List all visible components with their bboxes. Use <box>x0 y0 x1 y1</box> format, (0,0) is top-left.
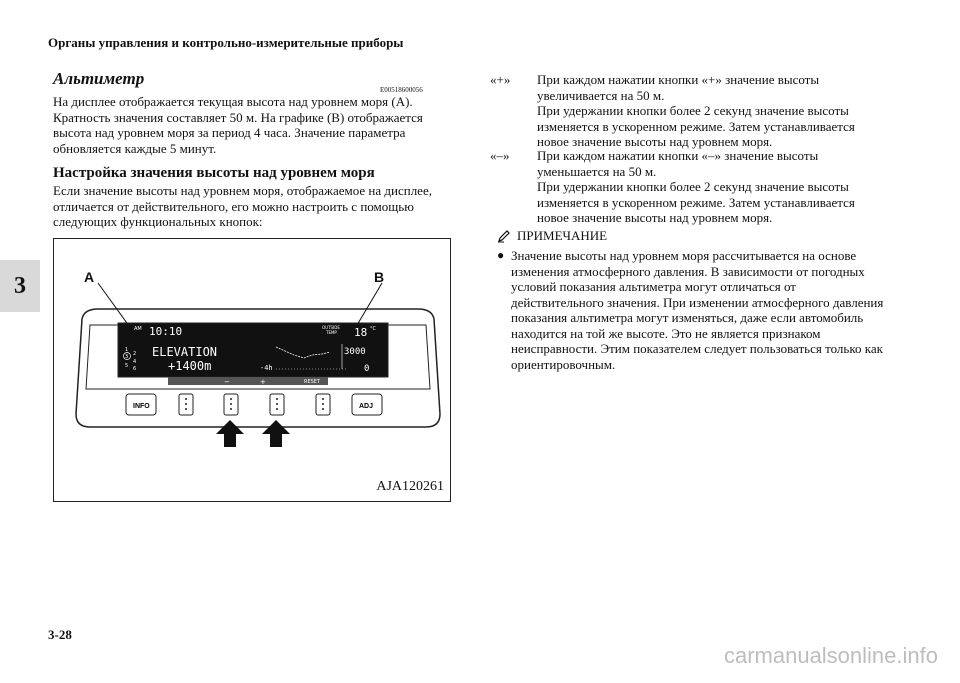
temp-value: 18 <box>354 326 368 339</box>
definition-key: «+» <box>490 72 511 87</box>
graph-time-label: -4h <box>260 364 273 372</box>
arrow-up-icon <box>262 420 290 447</box>
definition-line: новое значение высоты над уровнем моря. <box>537 210 773 225</box>
info-button-label: INFO <box>133 403 150 410</box>
minus-soft-key: − <box>224 378 230 386</box>
note-heading <box>497 228 607 244</box>
definition-line: При удержании кнопки более 2 секунд значение высоты <box>537 179 849 194</box>
elevation-value: +1400m <box>168 359 212 373</box>
running-header: Органы управления и контрольно-измерительные приборы <box>48 35 404 50</box>
note-text: Значение высоты над уровнем моря рассчитывается на основе изменения атмосферного давления. В зависимости от погодных условий показания альтиметра могут отличаться от действительного значения. При изменении атмосферного давления показания альтиметра могут изменяться, даже если автомобиль находится на той же высоте. Это не является признаком неисправности. Этим показателем следует пользоваться только как ориентировочным. <box>511 248 884 372</box>
chapter-tab: 3 <box>0 260 40 312</box>
arrow-up-icon <box>216 420 244 447</box>
definition-line: уменьшается на 50 м. <box>537 163 657 179</box>
scale-num: 3 <box>125 354 129 360</box>
definition-line: изменяется в ускоренном режиме. Затем устанавливается <box>537 194 855 210</box>
definition-body <box>537 148 917 226</box>
graph-max-label: 3000 <box>344 347 366 357</box>
pencil-note-icon <box>497 229 511 243</box>
page-number: 3-28 <box>48 627 72 642</box>
reset-soft-key: RESET <box>304 379 321 385</box>
dashboard-illustration <box>54 239 450 501</box>
scale-num: 1 <box>125 347 129 353</box>
am-indicator: AM <box>134 326 142 332</box>
note-title: ПРИМЕЧАНИЕ <box>517 228 608 243</box>
altimeter-figure <box>53 238 451 502</box>
clock-display: 10:10 <box>149 325 183 338</box>
subheading: Настройка значения высоты над уровнем моря <box>53 165 375 181</box>
temp-label: TEMP <box>326 330 337 335</box>
section-code: E00518600056 <box>380 86 423 94</box>
adj-button-label: ADJ <box>359 403 374 410</box>
section-title: Альтиметр <box>53 69 145 88</box>
elevation-label: ELEVATION <box>152 345 218 359</box>
outside-label: OUTSIDE <box>322 325 340 330</box>
definition-line: При каждом нажатии кнопки «–» значение высоты <box>537 148 819 163</box>
definition-key: «–» <box>490 148 510 163</box>
definition-line: При каждом нажатии кнопки «+» значение высоты <box>537 72 820 87</box>
intro-paragraph: На дисплее отображается текущая высота над уровнем моря (A). Кратность значения составляет 50 м. На графике (B) отображается высота над уровнем моря за период 4 часа. Значение параметра обновляется каждые 5 минут. <box>53 94 423 156</box>
scale-num: 6 <box>133 366 137 372</box>
callout-b: B <box>374 269 385 285</box>
scale-num: 4 <box>133 359 137 365</box>
definition-line: изменяется в ускоренном режиме. Затем устанавливается <box>537 118 855 134</box>
plus-soft-key: + <box>260 378 266 386</box>
definition-body <box>537 72 917 150</box>
definition-line: увеличивается на 50 м. <box>537 87 665 103</box>
scale-num: 2 <box>133 351 137 357</box>
bullet-icon: ● <box>497 248 505 262</box>
definition-line: При удержании кнопки более 2 секунд значение высоты <box>537 103 849 118</box>
figure-code: AJA120261 <box>376 479 444 494</box>
temp-unit: °C <box>370 326 376 332</box>
scale-num: 5 <box>125 363 129 369</box>
graph-min-label: 0 <box>364 364 370 374</box>
subheading-text: Если значение высоты над уровнем моря, отображаемое на дисплее, отличается от действительного, его можно настроить с помощью следующих функциональных кнопок: <box>53 183 432 229</box>
watermark: carmanualsonline.info <box>723 643 938 668</box>
callout-a: A <box>84 269 95 285</box>
definition-line: новое значение высоты над уровнем моря. <box>537 134 773 149</box>
